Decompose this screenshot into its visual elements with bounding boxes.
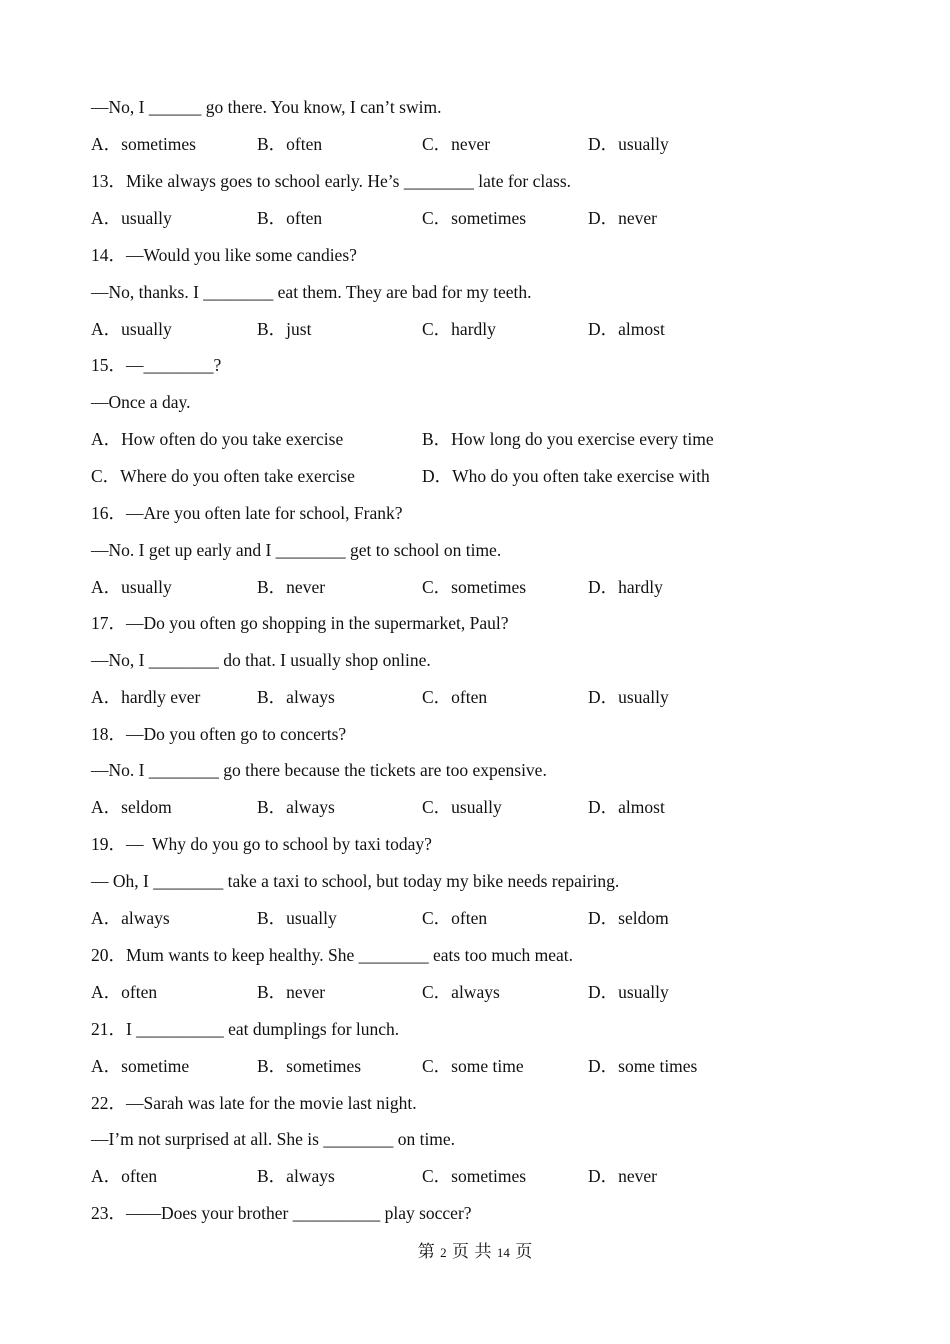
option-a: A．usually — [91, 577, 172, 597]
option-d: D．never — [588, 1166, 658, 1186]
question-15: 15．—________? — [91, 355, 222, 375]
option-c: C．some time — [422, 1056, 524, 1076]
options-row — [91, 576, 851, 598]
total-pages: 14 — [496, 1245, 510, 1260]
options-row — [91, 1165, 851, 1187]
option-b: B．How long do you exercise every time — [422, 429, 714, 449]
page-number: 2 — [440, 1245, 447, 1260]
option-c: C．hardly — [422, 319, 496, 339]
question-13: 13．Mike always goes to school early. He’s ________ late for class. — [91, 171, 572, 191]
options-row — [91, 318, 851, 340]
option-d: D．usually — [588, 982, 669, 1002]
option-c: C．usually — [422, 797, 502, 817]
answer-line: —No, I ______ go there. You know, I can’t swim. — [91, 97, 442, 117]
page-footer — [0, 1241, 950, 1264]
options-row — [91, 1055, 851, 1077]
question-21: 21．I __________ eat dumplings for lunch. — [91, 1019, 400, 1039]
option-a: A．often — [91, 982, 158, 1002]
question-16: 16．—Are you often late for school, Frank? — [91, 503, 403, 523]
option-a: A．seldom — [91, 797, 172, 817]
options-row — [91, 686, 851, 708]
option-b: B．often — [257, 134, 323, 154]
options-row — [91, 981, 851, 1003]
option-c: C．always — [422, 982, 500, 1002]
option-c: C．Where do you often take exercise — [91, 466, 355, 486]
footer-prefix: 第 — [417, 1242, 435, 1262]
question-19: 19．— Why do you go to school by taxi today? — [91, 834, 432, 854]
option-a: A．sometimes — [91, 134, 196, 154]
option-d: D．some times — [588, 1056, 698, 1076]
option-b: B．sometimes — [257, 1056, 362, 1076]
option-b: B．just — [257, 319, 312, 339]
question-20: 20．Mum wants to keep healthy. She ________ eats too much meat. — [91, 945, 573, 965]
option-b: B．usually — [257, 908, 337, 928]
footer-middle: 页 共 — [452, 1242, 492, 1262]
option-c: C．often — [422, 908, 488, 928]
answer-line: —No, I ________ do that. I usually shop online. — [91, 650, 431, 670]
options-row — [91, 428, 851, 450]
answer-line: — Oh, I ________ take a taxi to school, but today my bike needs repairing. — [91, 871, 620, 891]
question-18: 18．—Do you often go to concerts? — [91, 724, 347, 744]
question-22: 22．—Sarah was late for the movie last night. — [91, 1093, 417, 1113]
option-a: A．often — [91, 1166, 158, 1186]
option-c: C．sometimes — [422, 577, 527, 597]
option-d: D．Who do you often take exercise with — [422, 466, 710, 486]
option-d: D．usually — [588, 687, 669, 707]
option-a: A．always — [91, 908, 170, 928]
option-c: C．sometimes — [422, 208, 527, 228]
option-b: B．never — [257, 982, 326, 1002]
answer-line: —No. I ________ go there because the tickets are too expensive. — [91, 760, 547, 780]
option-b: B．always — [257, 797, 335, 817]
option-b: B．always — [257, 1166, 335, 1186]
option-a: A．usually — [91, 208, 172, 228]
option-b: B．often — [257, 208, 323, 228]
options-row — [91, 133, 851, 155]
option-d: D．almost — [588, 797, 665, 817]
option-d: D．never — [588, 208, 658, 228]
question-14: 14．—Would you like some candies? — [91, 245, 357, 265]
option-c: C．never — [422, 134, 491, 154]
option-b: B．always — [257, 687, 335, 707]
option-a: A．usually — [91, 319, 172, 339]
question-23: 23．——Does your brother __________ play soccer? — [91, 1203, 472, 1223]
answer-line: —Once a day. — [91, 392, 191, 412]
options-row — [91, 796, 851, 818]
option-a: A．hardly ever — [91, 687, 201, 707]
option-d: D．almost — [588, 319, 665, 339]
option-d: D．seldom — [588, 908, 669, 928]
options-row — [91, 907, 851, 929]
options-row — [91, 207, 851, 229]
question-17: 17．—Do you often go shopping in the supermarket, Paul? — [91, 613, 509, 633]
option-c: C．sometimes — [422, 1166, 527, 1186]
footer-suffix: 页 — [515, 1242, 533, 1262]
option-c: C．often — [422, 687, 488, 707]
options-row — [91, 465, 851, 487]
option-b: B．never — [257, 577, 326, 597]
answer-line: —I’m not surprised at all. She is ________ on time. — [91, 1129, 456, 1149]
answer-line: —No. I get up early and I ________ get to school on time. — [91, 540, 502, 560]
option-a: A．sometime — [91, 1056, 190, 1076]
option-d: D．hardly — [588, 577, 663, 597]
answer-line: —No, thanks. I ________ eat them. They are bad for my teeth. — [91, 282, 532, 302]
option-d: D．usually — [588, 134, 669, 154]
option-a: A．How often do you take exercise — [91, 429, 344, 449]
